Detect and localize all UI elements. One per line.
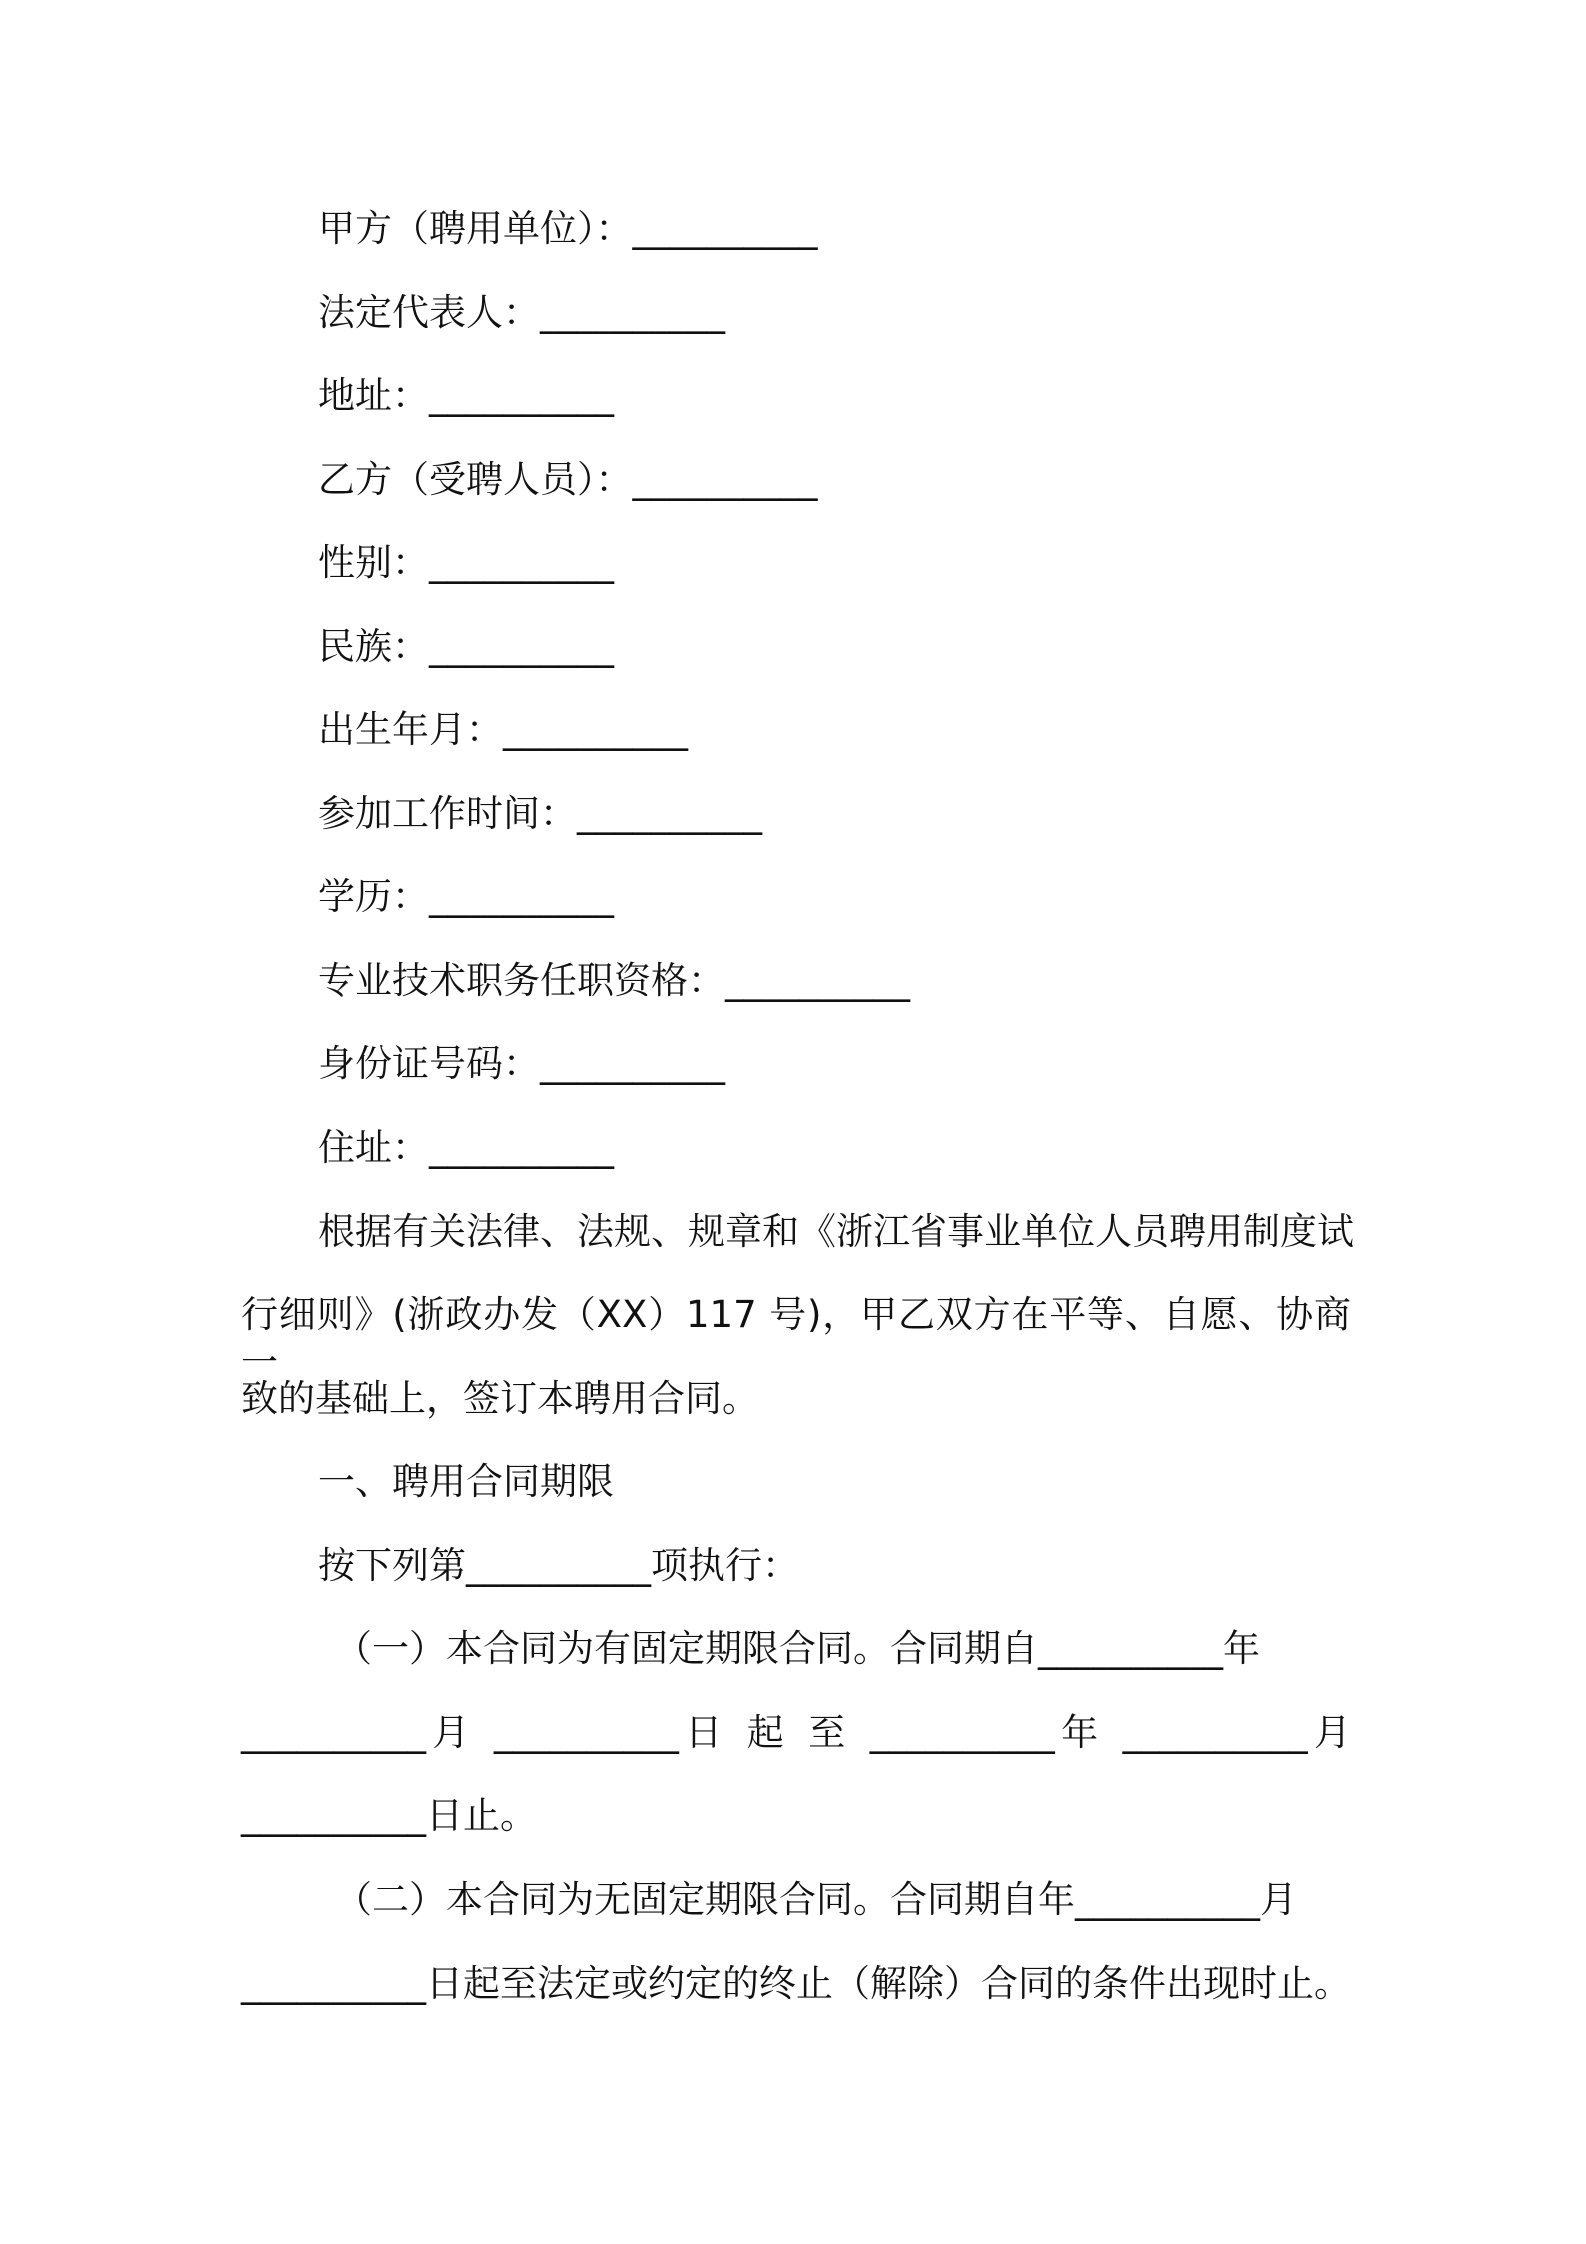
clause-2-line-2: __________日起至法定或约定的终止（解除）合同的条件出现时止。 — [241, 1962, 1351, 2005]
field-work-start-date: 参加工作时间：__________ — [318, 792, 762, 835]
clause-2-line-1: （二）本合同为无固定期限合同。合同期自年__________月 — [335, 1878, 1297, 1921]
field-id-number: 身份证号码：__________ — [318, 1042, 725, 1085]
term-option-instruction: 按下列第__________项执行： — [318, 1544, 799, 1587]
section-heading-contract-term: 一、聘用合同期限 — [318, 1460, 614, 1503]
field-gender: 性别：__________ — [318, 541, 614, 584]
preamble-line-1: 根据有关法律、法规、规章和《浙江省事业单位人员聘用制度试 — [318, 1210, 1354, 1253]
clause-1-line-1: （一）本合同为有固定期限合同。合同期自__________年 — [335, 1627, 1260, 1670]
preamble-line-3: 致的基础上，签订本聘用合同。 — [241, 1377, 759, 1420]
field-party-b: 乙方（受聘人员）：__________ — [318, 458, 818, 501]
field-residence: 住址：__________ — [318, 1126, 614, 1169]
field-party-a: 甲方（聘用单位）：__________ — [318, 207, 818, 250]
field-ethnicity: 民族：__________ — [318, 625, 614, 668]
field-birth-date: 出生年月：__________ — [318, 708, 688, 751]
field-education: 学历：__________ — [318, 875, 614, 918]
field-professional-qualification: 专业技术职务任职资格：__________ — [318, 959, 910, 1002]
field-address: 地址：__________ — [318, 374, 614, 417]
clause-1-line-3: __________日止。 — [241, 1794, 537, 1837]
preamble-line-2: 行细则》(浙政办发（XX）117 号)，甲乙双方在平等、自愿、协商一 — [241, 1293, 1351, 1384]
field-legal-representative: 法定代表人：__________ — [318, 291, 725, 334]
clause-1-line-2: __________月 __________日 起 至 __________年 __________月 — [241, 1711, 1351, 1754]
